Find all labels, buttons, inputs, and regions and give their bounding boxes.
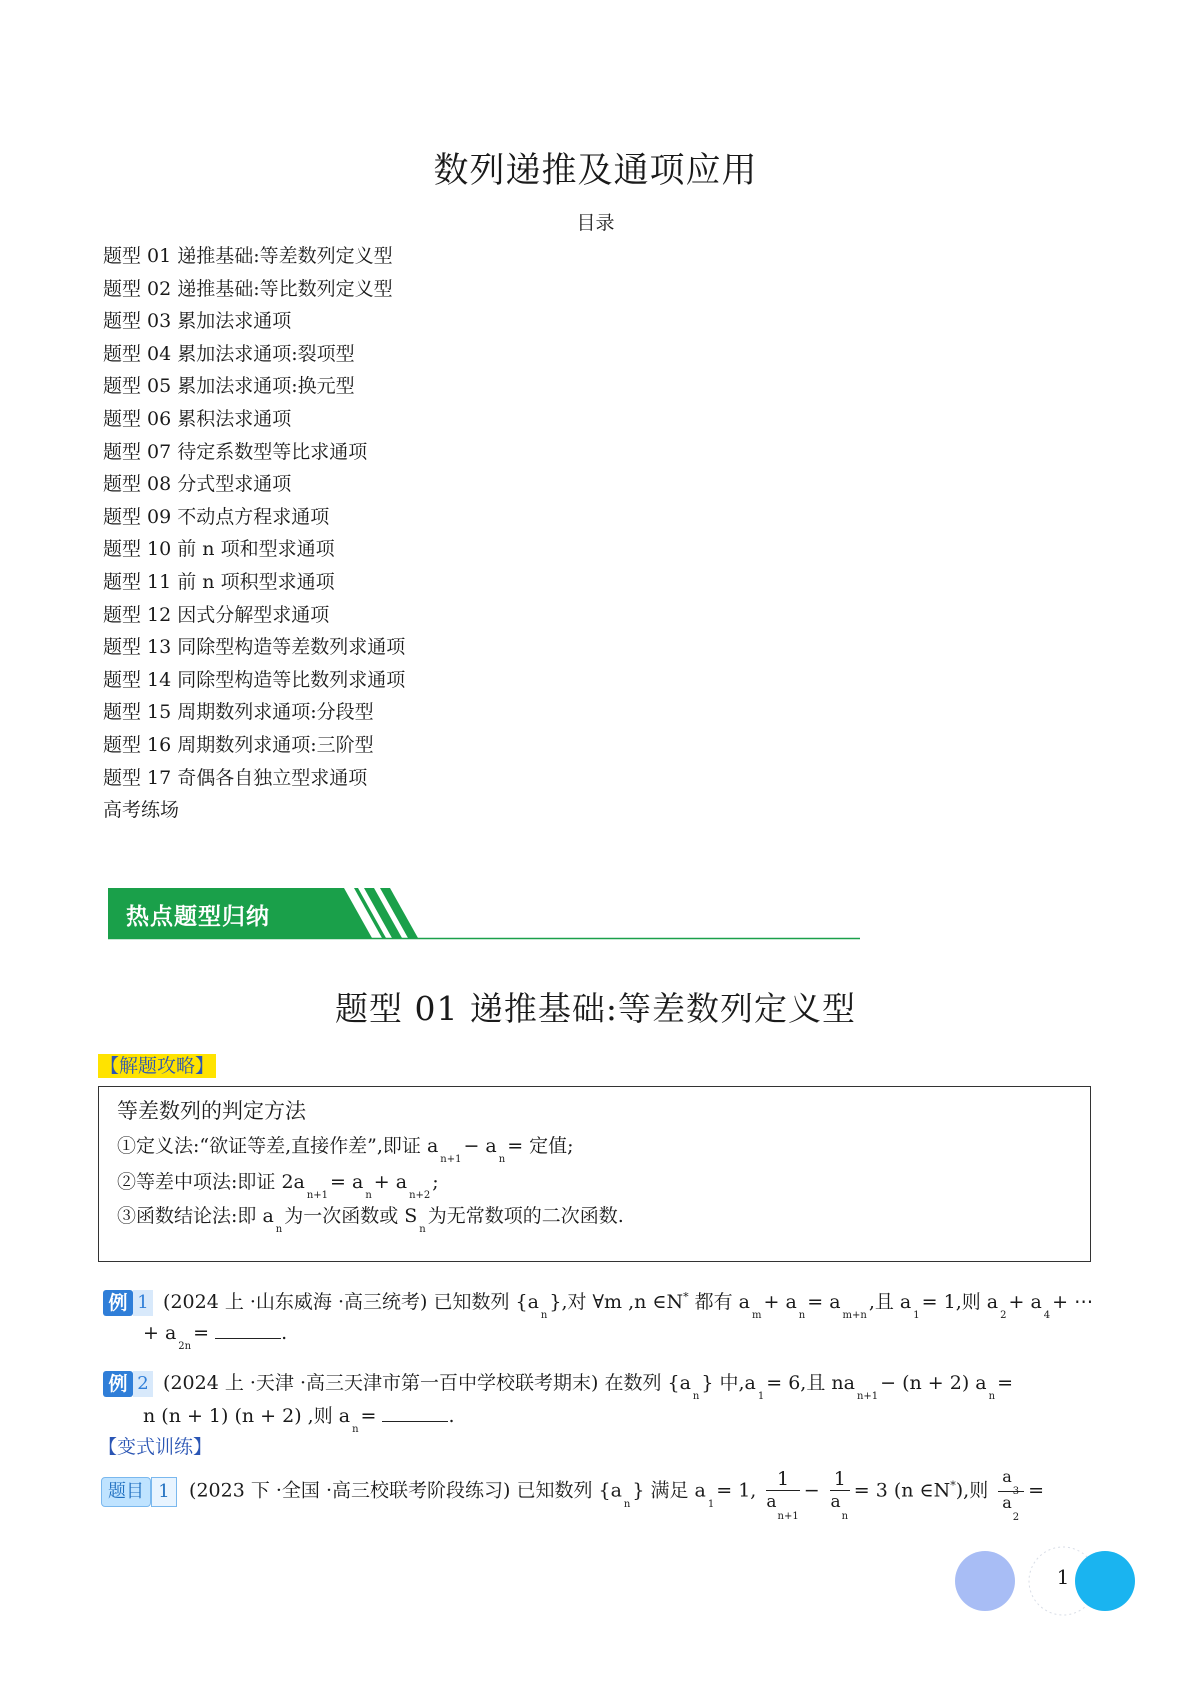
subscript: n+1 (856, 1391, 879, 1402)
toc-item[interactable]: 题型 07 待定系数型等比求通项 (103, 440, 368, 463)
question-text: = (1028, 1479, 1045, 1502)
denominator-text: a (766, 1491, 777, 1512)
example-number: 2 (133, 1371, 153, 1397)
subscript: 1 (757, 1391, 765, 1402)
strategy-text: ; (432, 1171, 439, 1193)
subscript: n (540, 1310, 548, 1321)
toc-item[interactable]: 题型 17 奇偶各自独立型求通项 (103, 766, 368, 789)
fraction-numerator (998, 1466, 1024, 1497)
question-text: + a (1008, 1291, 1042, 1313)
denominator-text: a (830, 1491, 841, 1512)
question-text: } 中,a (701, 1372, 756, 1394)
strategy-text: ②等差中项法:即证 2a (117, 1171, 305, 1193)
toc-item[interactable]: 题型 12 因式分解型求通项 (103, 603, 330, 626)
subscript: 2 (1012, 1512, 1020, 1523)
fraction-denominator (766, 1491, 799, 1522)
strategy-text: ③函数结论法:即 a (117, 1205, 274, 1227)
strategy-text: − a (463, 1135, 497, 1157)
superscript: * (683, 1290, 689, 1304)
question-text: = a (807, 1291, 841, 1313)
question-text: n (n + 1) (n + 2) ,则 a (143, 1405, 351, 1427)
fraction-1 (766, 1467, 799, 1522)
example-badge: 例 (103, 1371, 133, 1397)
banner-label: 热点题型归纳 (126, 904, 270, 930)
toc-item[interactable]: 题型 06 累积法求通项 (103, 407, 292, 430)
subscript: n+2 (409, 1190, 431, 1201)
subscript: 1 (913, 1310, 920, 1321)
subscript: n (798, 1310, 806, 1321)
toc-item[interactable]: 题型 04 累加法求通项:裂项型 (103, 342, 355, 365)
subscript: m+n (842, 1310, 867, 1321)
fraction-denominator (830, 1491, 850, 1522)
question-text: = 1,则 a (921, 1291, 999, 1313)
page-number-badge (955, 1545, 1135, 1617)
training-tag-label: 【变式训练】 (98, 1436, 213, 1458)
question-text: − (n + 2) a (880, 1372, 987, 1394)
subscript: n+1 (306, 1190, 329, 1201)
strategy-text: = a (330, 1171, 364, 1193)
question-text: + ⋯ (1052, 1291, 1094, 1313)
toc-item[interactable]: 题型 05 累加法求通项:换元型 (103, 375, 355, 398)
subscript: n+1 (777, 1510, 799, 1522)
toc-item[interactable]: 题型 10 前 n 项和型求通项 (103, 538, 335, 561)
exercise-number: 1 (151, 1477, 177, 1507)
fraction-numerator: 1 (766, 1468, 799, 1491)
question-text: (2024 上 ·天津 ·高三天津市第一百中学校联考期末) 在数列 {a (163, 1372, 691, 1394)
subscript: n (419, 1224, 426, 1235)
numerator-text: a (1002, 1467, 1012, 1486)
subscript: n (352, 1424, 359, 1435)
toc-item[interactable]: 题型 11 前 n 项积型求通项 (103, 570, 335, 593)
question-text: + a (143, 1322, 177, 1344)
strategy-text: 为一次函数或 S (284, 1205, 418, 1227)
toc-item[interactable]: 题型 02 递推基础:等比数列定义型 (103, 277, 393, 300)
toc-item[interactable]: 题型 15 周期数列求通项:分段型 (103, 701, 374, 724)
minus-sign: − (803, 1479, 820, 1502)
page-number: 1 (1056, 1565, 1070, 1589)
subscript: 2n (178, 1341, 192, 1352)
subscript: 3 (1012, 1486, 1020, 1497)
subscript: n+1 (440, 1154, 462, 1165)
strategy-line-3 (117, 1201, 624, 1235)
subscript: n (275, 1224, 283, 1235)
document-title: 数列递推及通项应用 (433, 151, 758, 191)
example-number: 1 (133, 1290, 153, 1316)
fraction-denominator (998, 1492, 1024, 1523)
toc-item[interactable]: 高考练场 (103, 799, 180, 822)
question-text: . (448, 1405, 455, 1427)
subscript: n (498, 1154, 506, 1165)
subscript: n (692, 1391, 700, 1402)
denominator-text: a (1002, 1493, 1012, 1512)
question-text: . (281, 1322, 288, 1344)
question-text: = (360, 1405, 377, 1427)
subscript: 4 (1043, 1310, 1051, 1321)
toc-item[interactable]: 题型 03 累加法求通项 (103, 310, 292, 333)
question-text: = 1, (716, 1479, 757, 1502)
strategy-text: 为无常数项的二次函数. (427, 1205, 624, 1227)
question-text: = (193, 1322, 210, 1344)
subscript: 1 (707, 1498, 715, 1510)
toc-item[interactable]: 题型 14 同除型构造等比数列求通项 (103, 668, 406, 691)
superscript: * (950, 1479, 956, 1493)
strategy-line-1 (117, 1131, 574, 1165)
strategy-tag-label: 【解题攻略】 (100, 1055, 215, 1077)
fraction-numerator: 1 (830, 1468, 850, 1491)
question-text: (2023 下 ·全国 ·高三校联考阶段练习) 已知数列 {a (189, 1479, 622, 1502)
subscript: m (752, 1310, 762, 1321)
toc-item[interactable]: 题型 09 不动点方程求通项 (103, 505, 330, 528)
toc-item[interactable]: 题型 01 递推基础:等差数列定义型 (103, 245, 393, 267)
question-text: + a (763, 1291, 797, 1313)
subscript: 2 (1000, 1310, 1007, 1321)
question-text: = 6,且 na (766, 1372, 855, 1394)
subscript: n (623, 1498, 631, 1510)
exercise-badge: 题目 (101, 1477, 151, 1507)
question-text: (2024 上 ·山东威海 ·高三统考) 已知数列 {a (163, 1291, 539, 1313)
answer-blank[interactable] (215, 1320, 281, 1339)
training-tag (98, 1432, 212, 1459)
question-text: 都有 a (694, 1291, 750, 1313)
strategy-text: ①定义法:“欲证等差,直接作差”,即证 a (117, 1135, 439, 1157)
question-text: = (997, 1372, 1013, 1394)
toc-item[interactable]: 题型 16 周期数列求通项:三阶型 (103, 733, 374, 756)
strategy-box (98, 1086, 1091, 1262)
strategy-text: + a (373, 1171, 408, 1193)
question-text: } 满足 a (632, 1479, 706, 1502)
answer-blank[interactable] (382, 1403, 448, 1422)
toc-heading: 目录 (576, 212, 615, 234)
question-text: = 3 (n ∈N (853, 1479, 951, 1502)
question-text: ),则 (955, 1479, 989, 1502)
toc-item[interactable]: 题型 08 分式型求通项 (103, 473, 292, 496)
fraction-2 (830, 1467, 850, 1522)
subscript: n (841, 1510, 849, 1522)
hot-topics-banner (108, 888, 860, 940)
subscript: n (365, 1190, 372, 1201)
question-text: },对 ∀m ,n ∈N (549, 1291, 684, 1313)
question-text: ,且 a (868, 1291, 912, 1313)
exercise-1 (101, 1466, 1044, 1530)
table-of-contents (103, 240, 405, 827)
subscript: n (988, 1391, 996, 1402)
strategy-line-2 (117, 1167, 439, 1201)
example-1-line-2 (143, 1320, 288, 1352)
example-1-line-1 (103, 1287, 1094, 1321)
strategy-text: = 定值; (507, 1135, 574, 1157)
section-title: 题型 01 递推基础:等差数列定义型 (334, 989, 857, 1028)
example-2-line-1 (103, 1368, 1013, 1402)
toc-item[interactable]: 题型 13 同除型构造等差数列求通项 (103, 636, 406, 659)
example-badge: 例 (103, 1290, 133, 1316)
strategy-tag (98, 1051, 216, 1078)
fraction-3 (998, 1466, 1024, 1523)
example-2-line-2 (143, 1401, 455, 1435)
strategy-box-title: 等差数列的判定方法 (117, 1099, 306, 1123)
